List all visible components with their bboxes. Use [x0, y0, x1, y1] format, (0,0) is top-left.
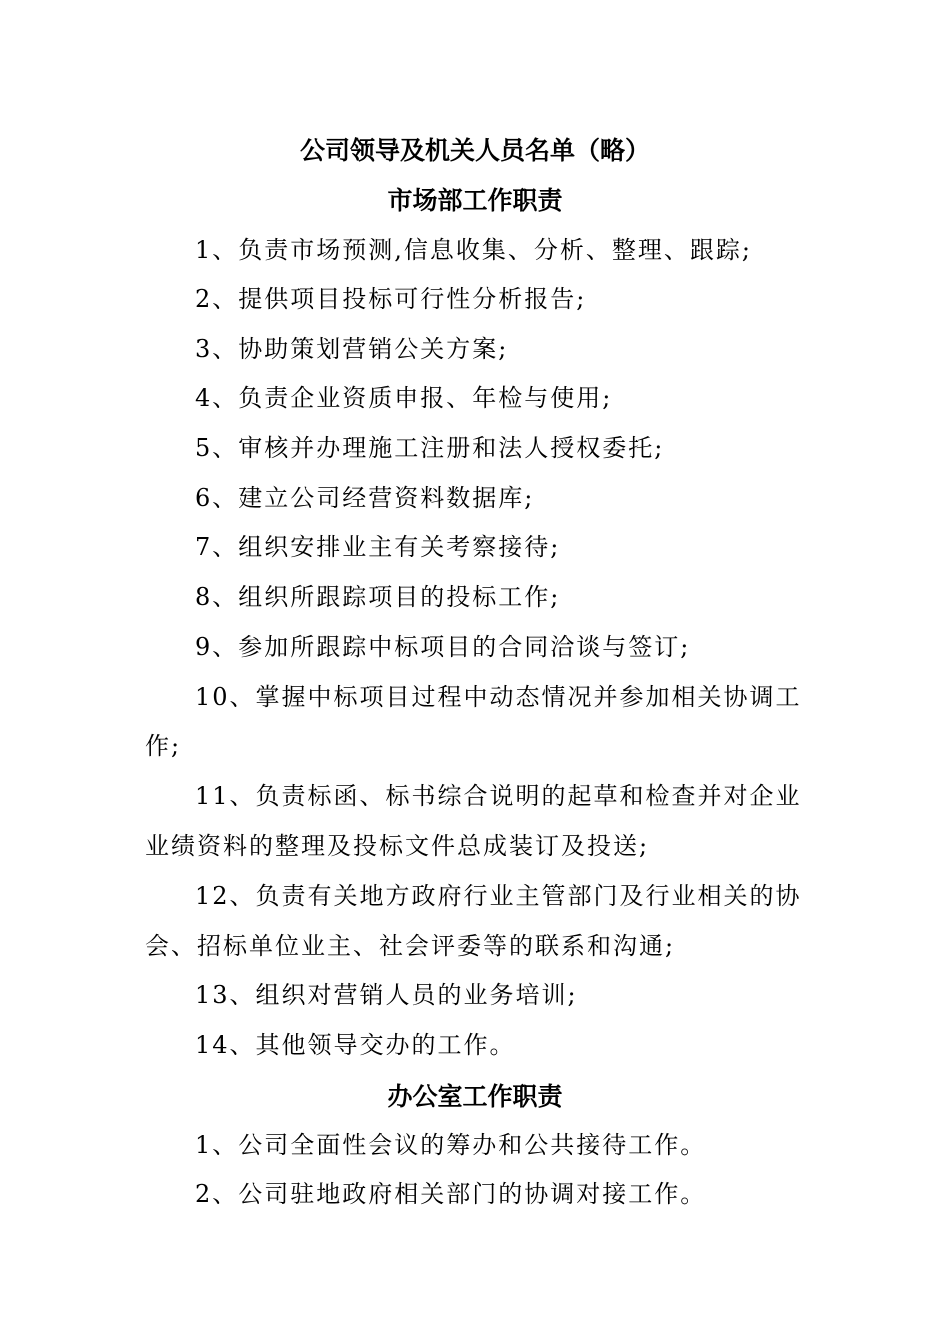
market-duty-1: 1、负责市场预测,信息收集、分析、整理、跟踪;: [195, 236, 752, 264]
market-duty-3: 3、协助策划营销公关方案;: [195, 335, 509, 363]
market-duty-10: 10、掌握中标项目过程中动态情况并参加相关协调工: [195, 683, 802, 711]
market-duty-7: 7、组织安排业主有关考察接待;: [195, 533, 561, 561]
market-duty-13: 13、组织对营销人员的业务培训;: [195, 981, 578, 1009]
market-duty-2: 2、提供项目投标可行性分析报告;: [195, 285, 587, 313]
office-duty-1: 1、公司全面性会议的筹办和公共接待工作。: [195, 1131, 707, 1159]
section-heading-office: 办公室工作职责: [387, 1082, 563, 1111]
market-duty-11: 11、负责标函、标书综合说明的起草和检查并对企业: [195, 782, 802, 810]
market-duty-4: 4、负责企业资质申报、年检与使用;: [195, 384, 613, 412]
document-title: 公司领导及机关人员名单（略）: [299, 136, 650, 165]
market-duty-5: 5、审核并办理施工注册和法人授权委托;: [195, 434, 665, 462]
market-duty-12-cont: 会、招标单位业主、社会评委等的联系和沟通;: [145, 932, 676, 960]
market-duty-14: 14、其他领导交办的工作。: [195, 1031, 516, 1059]
market-duty-9: 9、参加所跟踪中标项目的合同洽谈与签订;: [195, 633, 691, 661]
market-duty-11-cont: 业绩资料的整理及投标文件总成装订及投送;: [145, 832, 650, 860]
market-duty-6: 6、建立公司经营资料数据库;: [195, 484, 535, 512]
market-duty-10-cont: 作;: [145, 732, 182, 760]
office-duty-2: 2、公司驻地政府相关部门的协调对接工作。: [195, 1180, 707, 1208]
section-heading-market: 市场部工作职责: [387, 186, 563, 215]
market-duty-12: 12、负责有关地方政府行业主管部门及行业相关的协: [195, 882, 802, 910]
market-duty-8: 8、组织所跟踪项目的投标工作;: [195, 583, 561, 611]
